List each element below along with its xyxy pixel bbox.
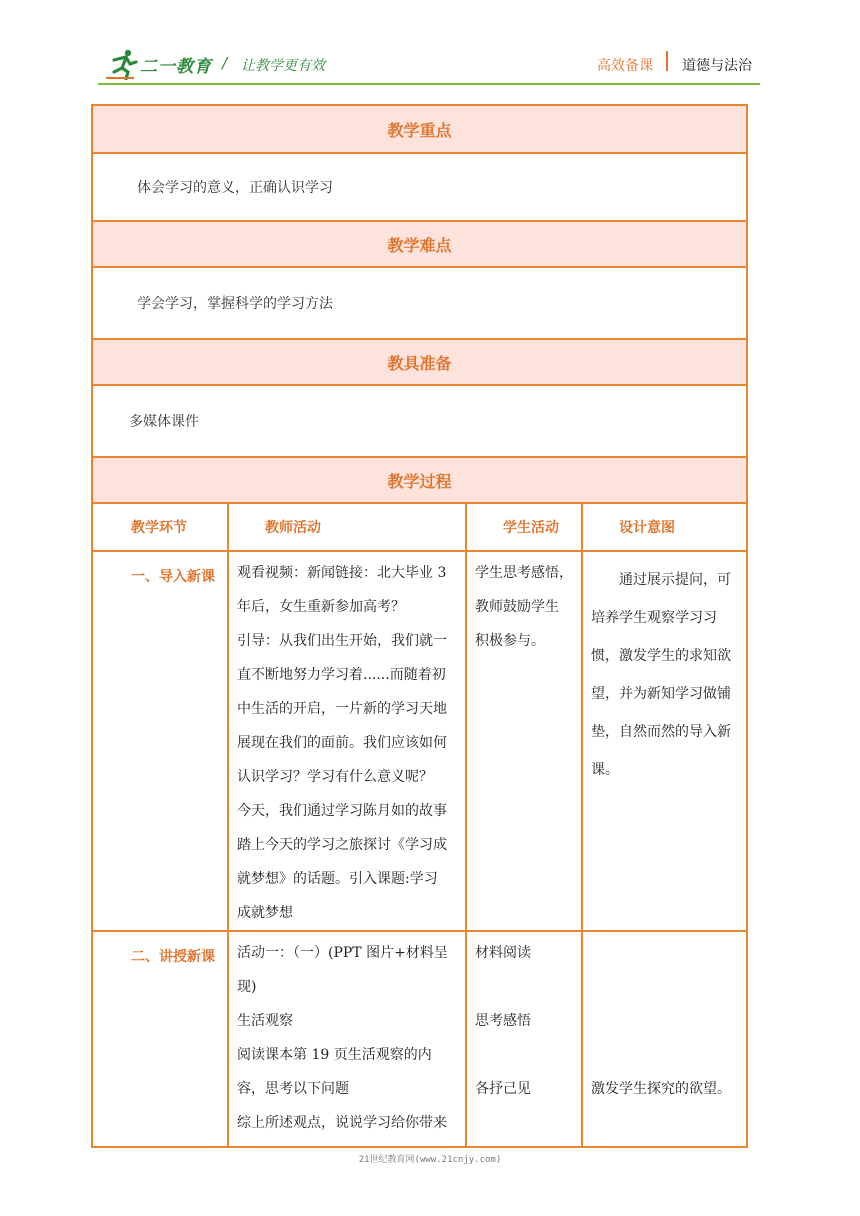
lesson-plan-table bbox=[91, 104, 748, 1148]
column-header-stage: 教学环节 bbox=[92, 503, 228, 551]
header-rule bbox=[98, 83, 760, 85]
teacher-activity bbox=[228, 551, 466, 931]
design-intent bbox=[582, 931, 747, 1147]
header-slogan: 让教学更有效 bbox=[241, 58, 325, 74]
spacer-line bbox=[475, 1038, 575, 1072]
logo bbox=[104, 48, 212, 80]
column-header-design: 设计意图 bbox=[582, 503, 747, 551]
stage-label: 二、讲授新课 bbox=[92, 931, 228, 1147]
text-line: 直不断地努力学习着......而随着初 bbox=[237, 667, 446, 683]
tools-body: 多媒体课件 bbox=[92, 385, 747, 457]
process-title: 教学过程 bbox=[92, 457, 747, 503]
difficulties-title: 教学难点 bbox=[92, 221, 747, 267]
logo-text: 二一教育 bbox=[140, 57, 212, 77]
difficulties-body: 学会学习，掌握科学的学习方法 bbox=[92, 267, 747, 339]
column-header-teacher: 教师活动 bbox=[228, 503, 466, 551]
text-line: 通过展示提问，可 bbox=[591, 572, 731, 588]
teacher-activity bbox=[228, 931, 466, 1147]
text-line: 综上所述观点，说说学习给你带来 bbox=[237, 1115, 447, 1131]
page-header bbox=[0, 0, 860, 100]
key-points-title: 教学重点 bbox=[92, 105, 747, 153]
text-line: 年后，女生重新参加高考？ bbox=[237, 599, 405, 615]
tools-title: 教具准备 bbox=[92, 339, 747, 385]
header-brand: 高效备课 bbox=[597, 58, 653, 74]
text-line: 生活观察 bbox=[237, 1013, 293, 1029]
spacer-line bbox=[591, 1038, 740, 1072]
column-header-student: 学生活动 bbox=[466, 503, 582, 551]
text-line: 思考感悟 bbox=[475, 1013, 531, 1029]
text-line: 踏上今天的学习之旅探讨《学习成 bbox=[237, 837, 447, 853]
text-line: 就梦想》的话题。引入课题:学习 bbox=[237, 871, 438, 887]
text-line: 中生活的开启，一片新的学习天地 bbox=[237, 701, 447, 717]
text-line: 激发学生探究的欲望。 bbox=[591, 1081, 731, 1097]
text-line: 认识学习？学习有什么意义呢？ bbox=[237, 769, 433, 785]
text-line: 观看视频：新闻链接：北大毕业 3 bbox=[237, 565, 447, 581]
header-separator bbox=[666, 51, 668, 71]
student-activity bbox=[466, 551, 582, 931]
spacer-line bbox=[475, 970, 575, 1004]
text-line: 引导：从我们出生开始，我们就一 bbox=[237, 633, 447, 649]
header-subject: 道德与法治 bbox=[682, 58, 752, 74]
spacer-line bbox=[591, 970, 740, 1004]
text-line: 望，并为新知学习做铺 bbox=[591, 686, 731, 702]
text-line: 各抒己见 bbox=[475, 1081, 531, 1097]
text-line: 垫，自然而然的导入新 bbox=[591, 724, 731, 740]
text-line: 现) bbox=[237, 979, 257, 995]
text-line: 今天，我们通过学习陈月如的故事 bbox=[237, 803, 447, 819]
text-line: 容，思考以下问题 bbox=[237, 1081, 349, 1097]
table-row bbox=[92, 551, 747, 931]
text-line: 教师鼓励学生 bbox=[475, 599, 559, 615]
text-line: 展现在我们的面前。我们应该如何 bbox=[237, 735, 447, 751]
stage-label: 一、导入新课 bbox=[92, 551, 228, 931]
text-line: 惯，激发学生的求知欲 bbox=[591, 648, 731, 664]
text-line: 培养学生观察学习习 bbox=[591, 610, 717, 626]
text-line: 活动一：（一）(PPT 图片+材料呈 bbox=[237, 945, 448, 961]
runner-icon bbox=[104, 48, 140, 80]
text-line: 成就梦想 bbox=[237, 905, 293, 921]
text-line: 积极参与。 bbox=[475, 633, 545, 649]
text-line: 材料阅读 bbox=[475, 945, 531, 961]
student-activity bbox=[466, 931, 582, 1147]
spacer-line bbox=[591, 1004, 740, 1038]
text-line: 课。 bbox=[591, 762, 619, 778]
page-footer: 21世纪教育网(www.21cnjy.com) bbox=[358, 1155, 502, 1165]
spacer-line bbox=[591, 936, 740, 970]
header-divider: / bbox=[222, 54, 228, 72]
text-line: 阅读课本第 19 页生活观察的内 bbox=[237, 1047, 432, 1063]
key-points-body: 体会学习的意义，正确认识学习 bbox=[92, 153, 747, 221]
design-intent bbox=[582, 551, 747, 931]
text-line: 学生思考感悟， bbox=[475, 565, 573, 581]
table-row bbox=[92, 931, 747, 1147]
